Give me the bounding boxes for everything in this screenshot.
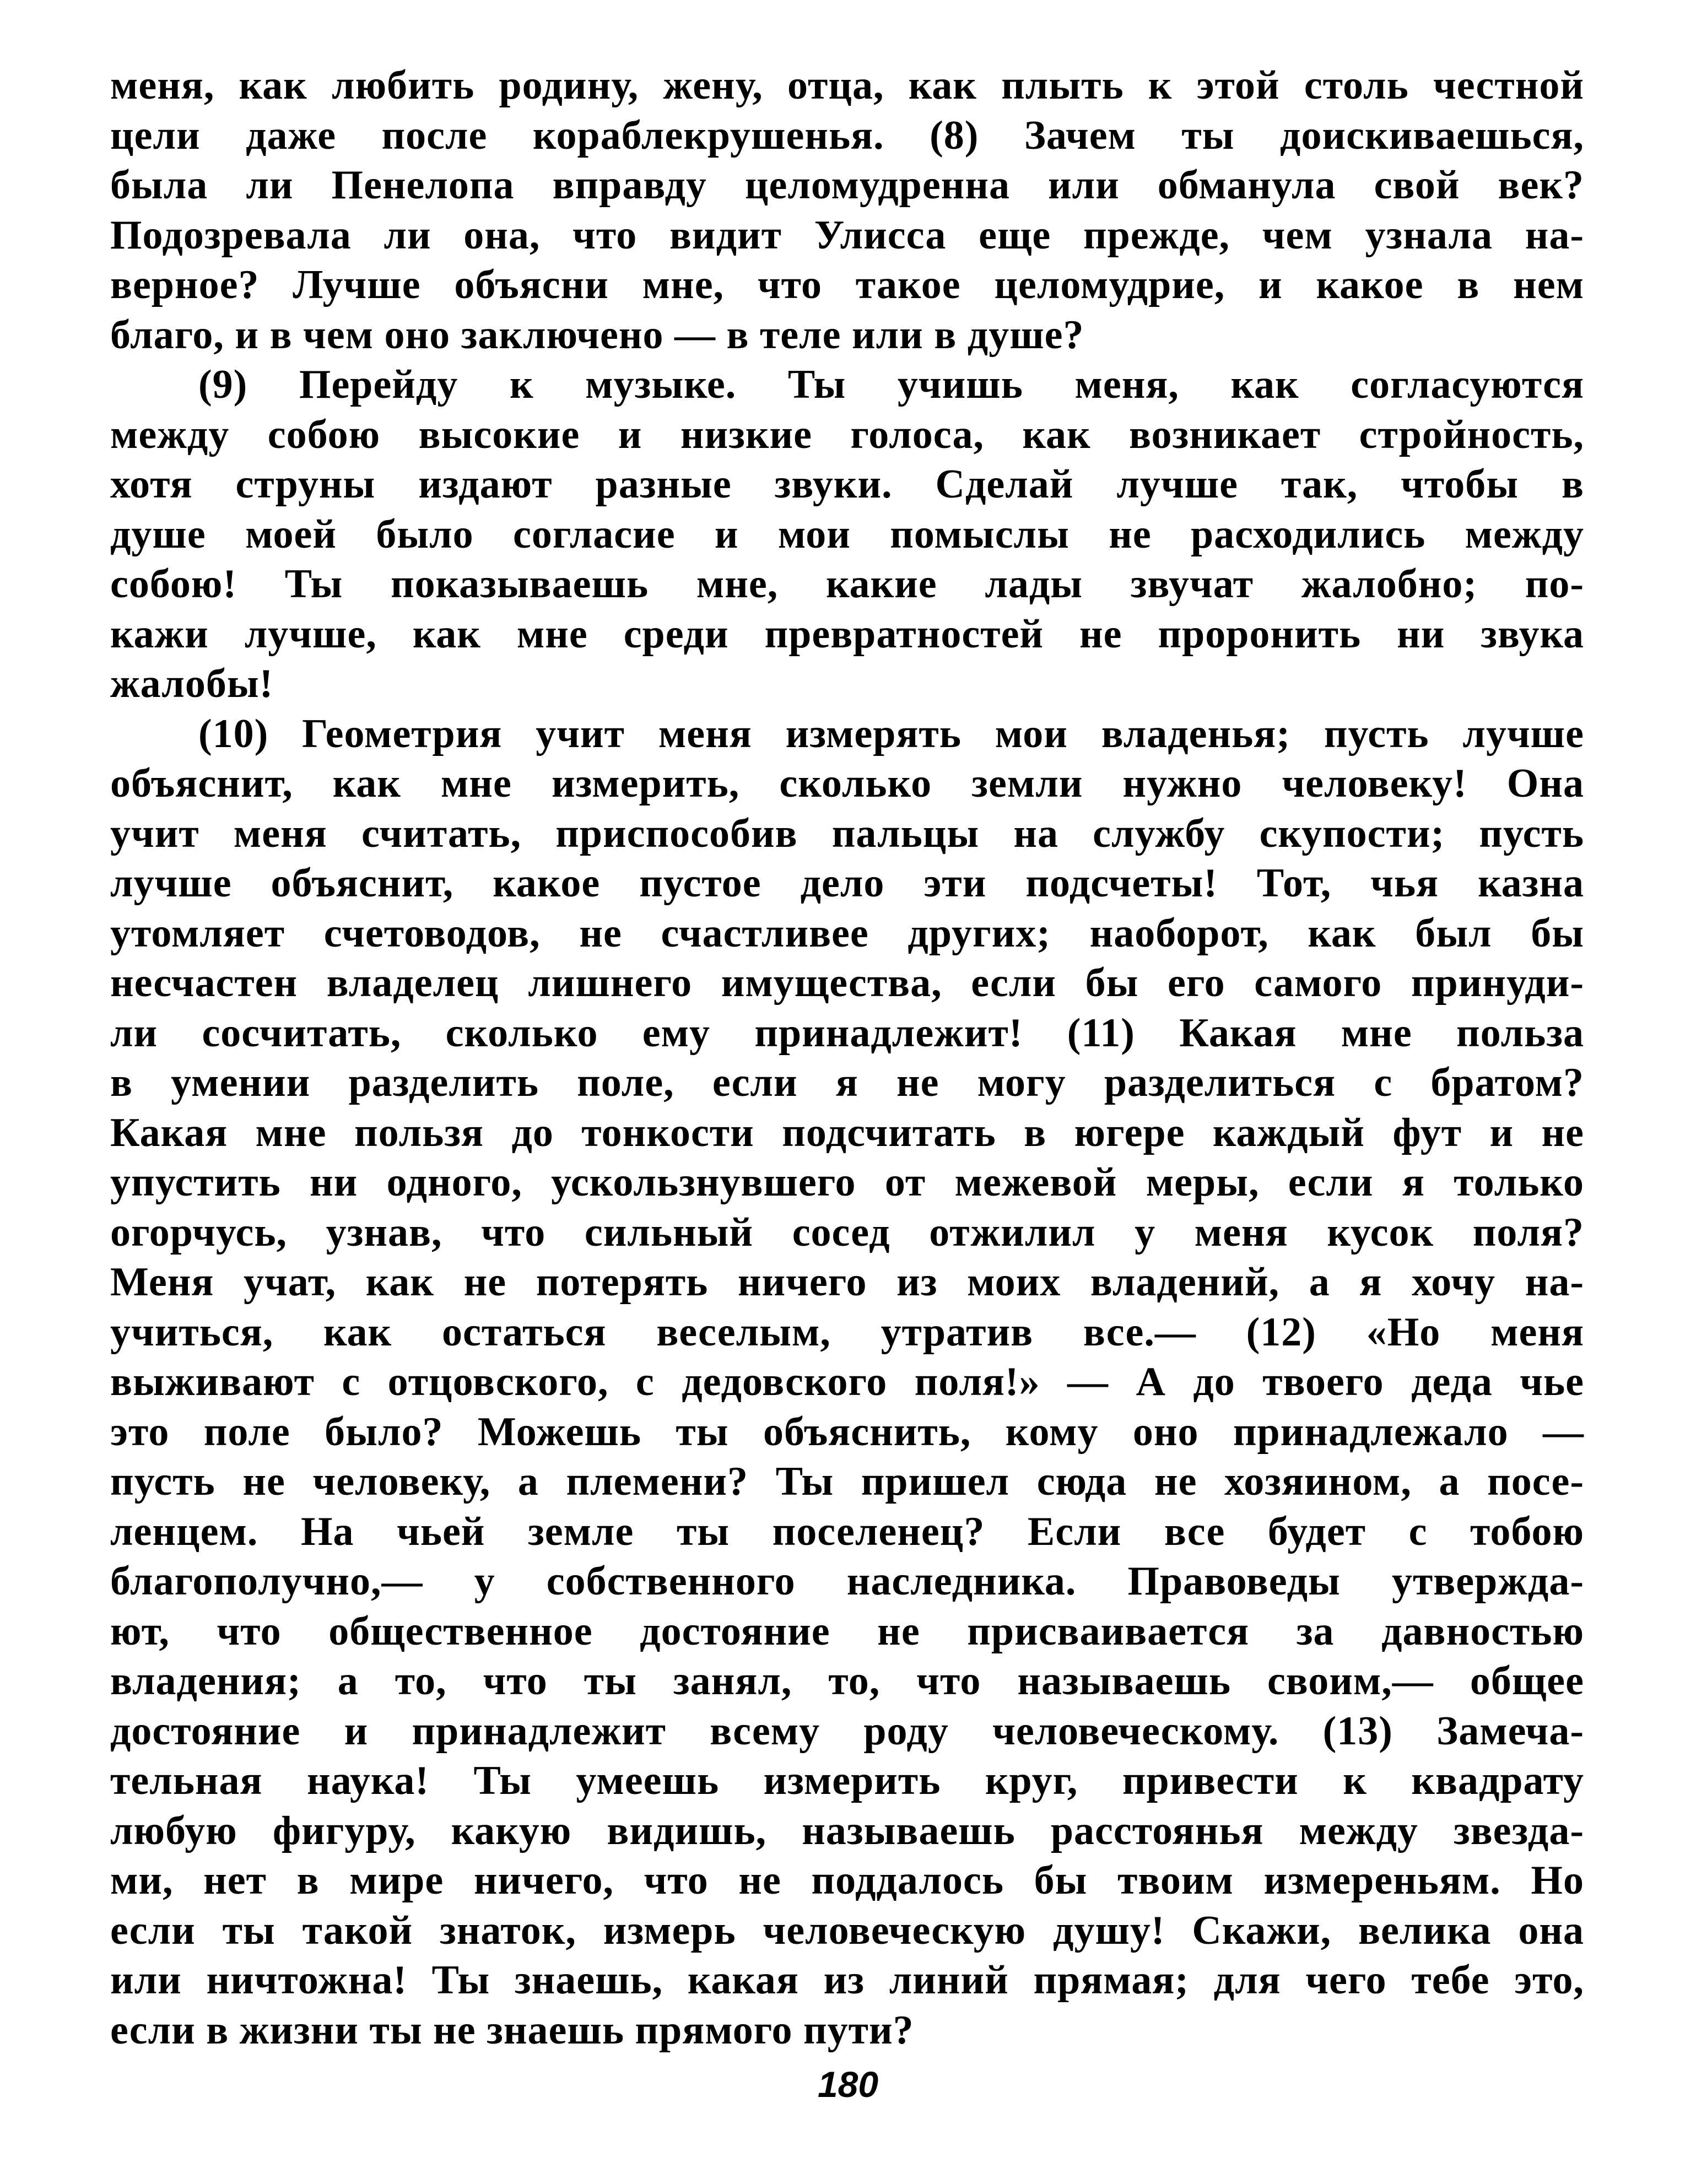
paragraph-continuation (110, 61, 1584, 360)
paragraph-music (110, 360, 1584, 709)
text-line: объяснит, как мне измерить, сколько земли нужно человеку! Она (110, 761, 1584, 806)
text-line: ют, что общественное достояние не присваивается за давностью (110, 1608, 1584, 1654)
text-line: Меня учат, как не потерять ничего из моих владений, а я хочу на- (110, 1259, 1584, 1305)
text-line: кажи лучше, как мне среди превратностей не проронить ни звука (110, 611, 1584, 657)
text-line: собою! Ты показываешь мне, какие лады звучат жалобно; по- (110, 561, 1584, 607)
text-line: в умении разделить поле, если я не могу разделиться с братом? (110, 1060, 1584, 1105)
text-line: любую фигуру, какую видишь, называешь расстоянья между звезда- (110, 1808, 1584, 1853)
text-line: Подозревала ли она, что видит Улисса еще прежде, чем узнала на- (110, 212, 1584, 258)
text-line: благополучно,— у собственного наследника. Правоведы утвержда- (110, 1559, 1584, 1604)
text-line: цели даже после кораблекрушенья. (8) Зачем ты доискиваешься, (110, 112, 1584, 158)
text-line: учит меня считать, приспособив пальцы на службу скупости; пусть (110, 810, 1584, 856)
text-line: если ты такой знаток, измерь человеческую душу! Скажи, велика она (110, 1907, 1584, 1953)
text-line: ленцем. На чьей земле ты поселенец? Если все будет с тобою (110, 1509, 1584, 1554)
text-line: благо, и в чем оно заключено — в теле или в душе? (110, 312, 1084, 358)
text-line: упустить ни одного, ускользнувшего от межевой меры, если я только (110, 1160, 1584, 1205)
text-line: душе моей было согласие и мои помыслы не расходились между (110, 511, 1584, 557)
text-line: верное? Лучше объясни мне, что такое целомудрие, и какое в нем (110, 262, 1584, 307)
text-line: утомляет счетоводов, не счастливее других; наоборот, как был бы (110, 910, 1584, 956)
text-line: или ничтожна! Ты знаешь, какая из линий прямая; для чего тебе это, (110, 1958, 1584, 2003)
text-line: меня, как любить родину, жену, отца, как плыть к этой столь честной (110, 63, 1584, 108)
text-line: пусть не человеку, а племени? Ты пришел сюда не хозяином, а посе- (110, 1459, 1584, 1504)
text-line: (10) Геометрия учит меня измерять мои владенья; пусть лучше (198, 711, 1584, 756)
text-line: ми, нет в мире ничего, что не поддалось бы твоим измереньям. Но (110, 1858, 1584, 1903)
text-line: Какая мне пользя до тонкости подсчитать в югере каждый фут и не (110, 1110, 1584, 1155)
text-line: учиться, как остаться веселым, утратив все.— (12) «Но меня (110, 1309, 1584, 1355)
text-line: жалобы! (110, 661, 274, 706)
text-line: огорчусь, узнав, что сильный сосед отжилил у меня кусок поля? (110, 1209, 1584, 1255)
page-body (110, 61, 1584, 2055)
text-line: это поле было? Можешь ты объяснить, кому оно принадлежало — (110, 1409, 1584, 1455)
text-line: лучше объяснит, какое пустое дело эти подсчеты! Тот, чья казна (110, 861, 1584, 906)
page-number: 180 (817, 2064, 879, 2105)
text-line: (9) Перейду к музыке. Ты учишь меня, как согласуются (198, 362, 1584, 407)
text-line: между собою высокие и низкие голоса, как возникает стройность, (110, 412, 1584, 457)
text-line: хотя струны издают разные звуки. Сделай лучше так, чтобы в (110, 462, 1584, 507)
text-line: была ли Пенелопа вправду целомудренна или обманула свой век? (110, 163, 1584, 208)
text-line: ли сосчитать, сколько ему принадлежит! (11) Какая мне польза (110, 1010, 1584, 1056)
text-line: если в жизни ты не знаешь прямого пути? (110, 2007, 914, 2053)
text-line: владения; а то, что ты занял, то, что называешь своим,— общее (110, 1658, 1584, 1704)
text-line: несчастен владелец лишнего имущества, если бы его самого принуди- (110, 960, 1584, 1005)
text-line: выживают с отцовского, с дедовского поля!» — А до твоего деда чье (110, 1359, 1584, 1404)
text-line: достояние и принадлежит всему роду человеческому. (13) Замеча- (110, 1708, 1584, 1754)
text-line: тельная наука! Ты умеешь измерить круг, привести к квадрату (110, 1758, 1584, 1803)
paragraph-geometry (110, 709, 1584, 2056)
